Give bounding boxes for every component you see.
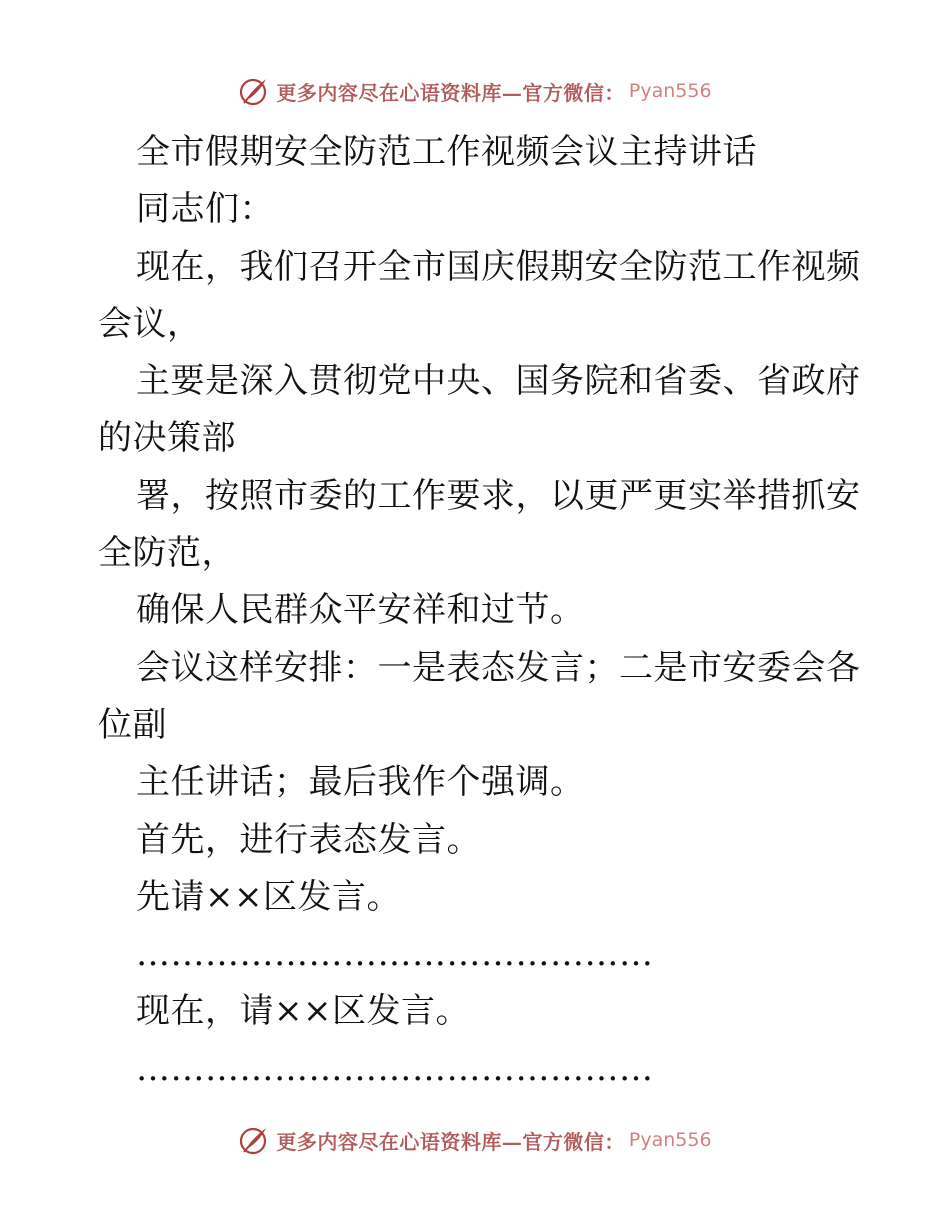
salutation: 同志们： <box>136 189 274 230</box>
body-line: 的决策部 <box>98 418 236 459</box>
body-line: 现在，我们召开全市国庆假期安全防范工作视频 <box>136 246 861 287</box>
watermark-wechat-id: Pyan556 <box>628 80 712 102</box>
header-watermark <box>0 71 950 111</box>
body-line: 现在，请××区发言。 <box>136 991 470 1032</box>
document-body <box>98 124 861 1098</box>
body-line: 主要是深入贯彻党中央、国务院和省委、省政府 <box>136 361 861 402</box>
quill-logo-icon <box>238 75 270 107</box>
body-line: 会议这样安排：一是表态发言；二是市安委会各 <box>136 647 861 688</box>
watermark-text: 更多内容尽在心语资料库—官方微信： <box>276 80 625 105</box>
body-line: 首先，进行表态发言。 <box>136 819 481 860</box>
watermark-wechat-id: Pyan556 <box>628 1129 712 1151</box>
quill-logo-icon <box>238 1124 270 1156</box>
ellipsis-line: ……………………………………… <box>136 1048 654 1089</box>
body-line: 确保人民群众平安祥和过节。 <box>136 590 585 631</box>
document-title: 全市假期安全防范工作视频会议主持讲话 <box>136 132 757 172</box>
body-line: 主任讲话；最后我作个强调。 <box>136 762 585 803</box>
body-line: 位副 <box>98 704 167 745</box>
body-line: 署，按照市委的工作要求，以更严更实举措抓安 <box>136 475 861 516</box>
watermark-text: 更多内容尽在心语资料库—官方微信： <box>276 1129 625 1154</box>
footer-watermark <box>0 1120 950 1160</box>
body-line: 会议， <box>98 303 202 344</box>
ellipsis-line: ……………………………………… <box>136 934 654 975</box>
body-line: 全防范， <box>98 533 236 574</box>
body-line: 先请××区发言。 <box>136 876 401 917</box>
